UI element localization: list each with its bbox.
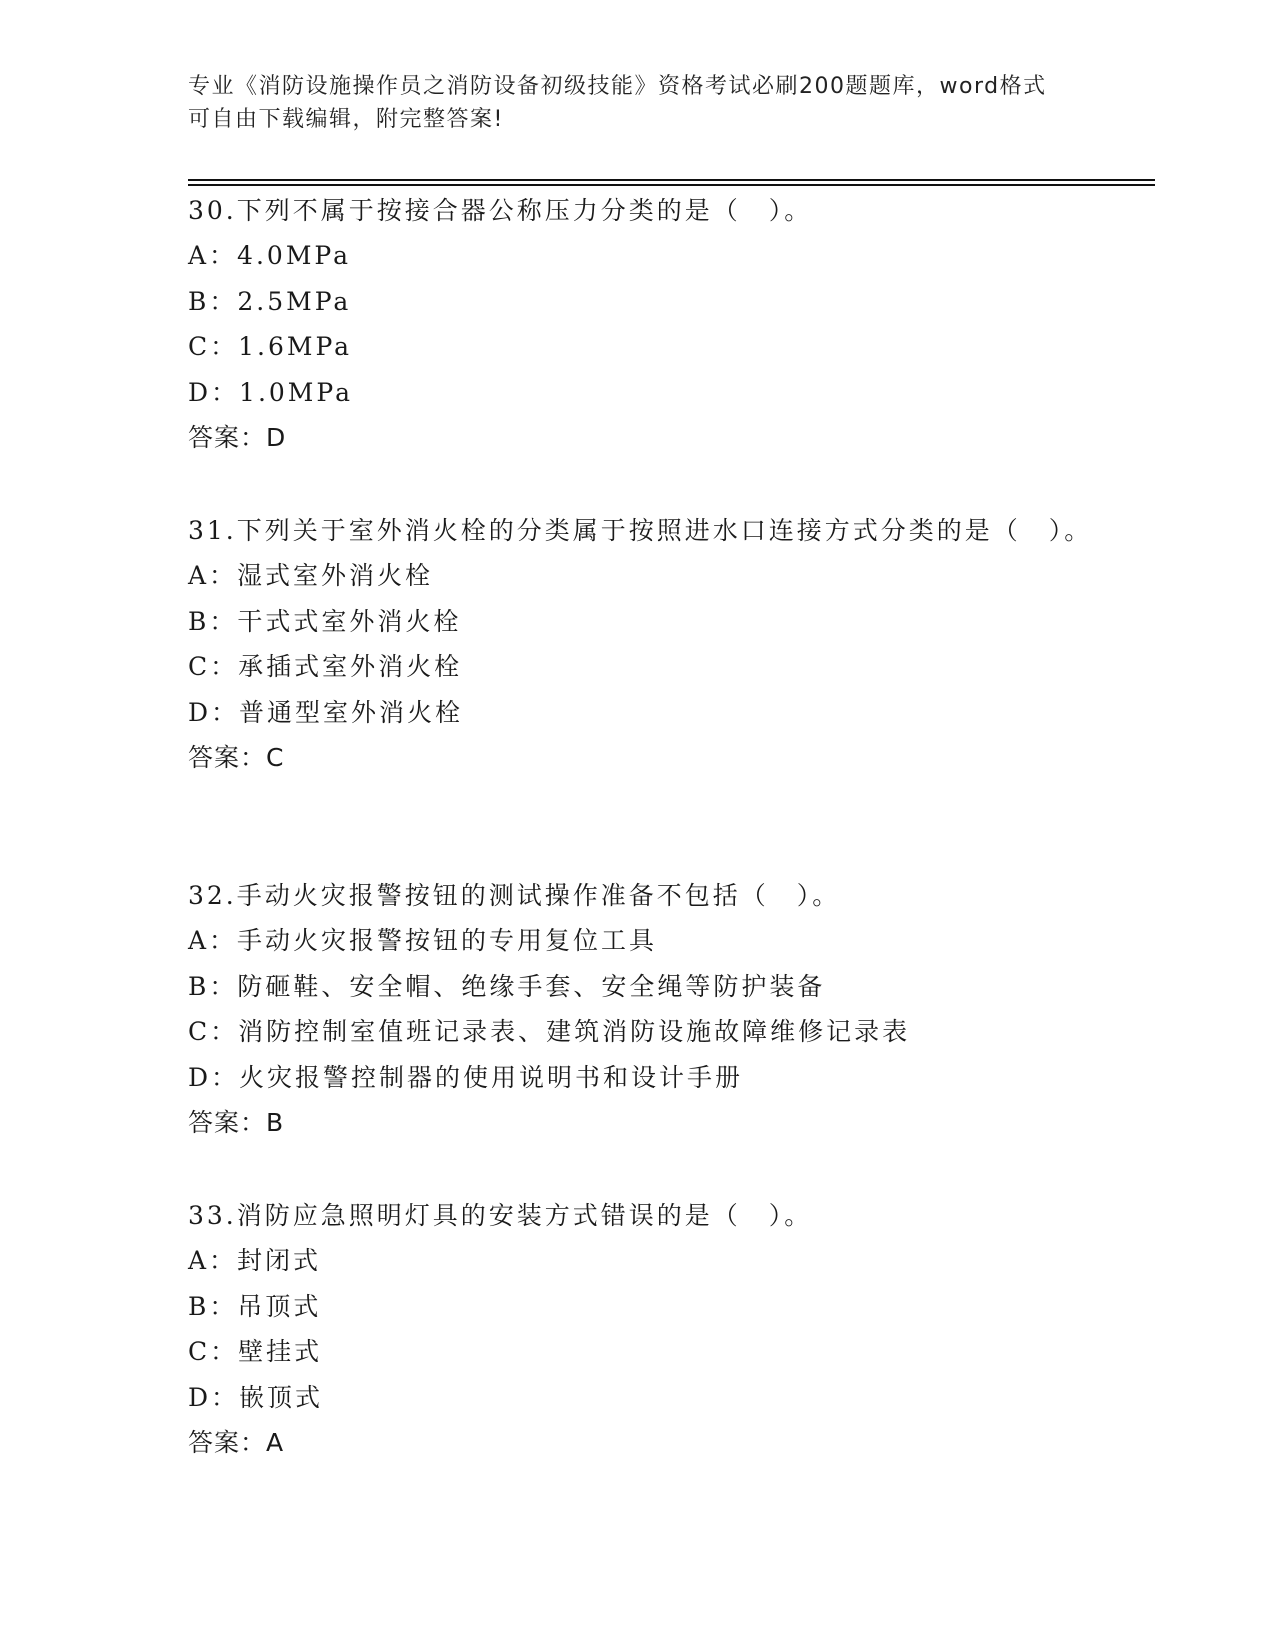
answer: 答案：B bbox=[188, 1108, 285, 1137]
question-30 bbox=[188, 188, 1128, 460]
header-divider-top bbox=[188, 179, 1155, 181]
option-b: B：防砸鞋、安全帽、绝缘手套、安全绳等防护装备 bbox=[188, 971, 826, 1001]
option-d: D：普通型室外消火栓 bbox=[188, 697, 464, 727]
answer: 答案：D bbox=[188, 423, 287, 452]
question-title: 33.消防应急照明灯具的安装方式错误的是（ ）。 bbox=[188, 1201, 813, 1230]
document-header: 专业《消防设施操作员之消防设备初级技能》资格考试必刷200题题库，word格式可自由下载编辑，附完整答案! bbox=[188, 74, 1047, 132]
option-c: C：消防控制室值班记录表、建筑消防设施故障维修记录表 bbox=[188, 1017, 911, 1046]
option-a: A：4.0MPa bbox=[188, 241, 352, 270]
question-title: 31.下列关于室外消火栓的分类属于按照进水口连接方式分类的是（ ）。 bbox=[188, 516, 1093, 545]
option-a: A：手动火灾报警按钮的专用复位工具 bbox=[188, 926, 658, 955]
question-31 bbox=[188, 508, 1128, 780]
option-b: B：吊顶式 bbox=[188, 1291, 322, 1321]
question-title: 30.下列不属于按接合器公称压力分类的是（ ）。 bbox=[188, 196, 813, 225]
answer: 答案：A bbox=[188, 1428, 285, 1457]
option-c: C：1.6MPa bbox=[188, 332, 353, 361]
question-title: 32.手动火灾报警按钮的测试操作准备不包括（ ）。 bbox=[188, 881, 841, 910]
option-a: A：封闭式 bbox=[188, 1246, 322, 1275]
answer: 答案：C bbox=[188, 743, 285, 772]
option-b: B：2.5MPa bbox=[188, 286, 352, 316]
header-divider-bottom bbox=[188, 184, 1155, 186]
option-d: D：嵌顶式 bbox=[188, 1382, 324, 1412]
option-c: C：承插式室外消火栓 bbox=[188, 652, 463, 681]
option-a: A：湿式室外消火栓 bbox=[188, 561, 434, 590]
option-d: D：火灾报警控制器的使用说明书和设计手册 bbox=[188, 1062, 744, 1092]
option-b: B：干式式室外消火栓 bbox=[188, 606, 462, 636]
question-32 bbox=[188, 873, 1128, 1145]
question-33 bbox=[188, 1193, 1128, 1465]
option-c: C：壁挂式 bbox=[188, 1337, 323, 1366]
option-d: D：1.0MPa bbox=[188, 377, 354, 407]
